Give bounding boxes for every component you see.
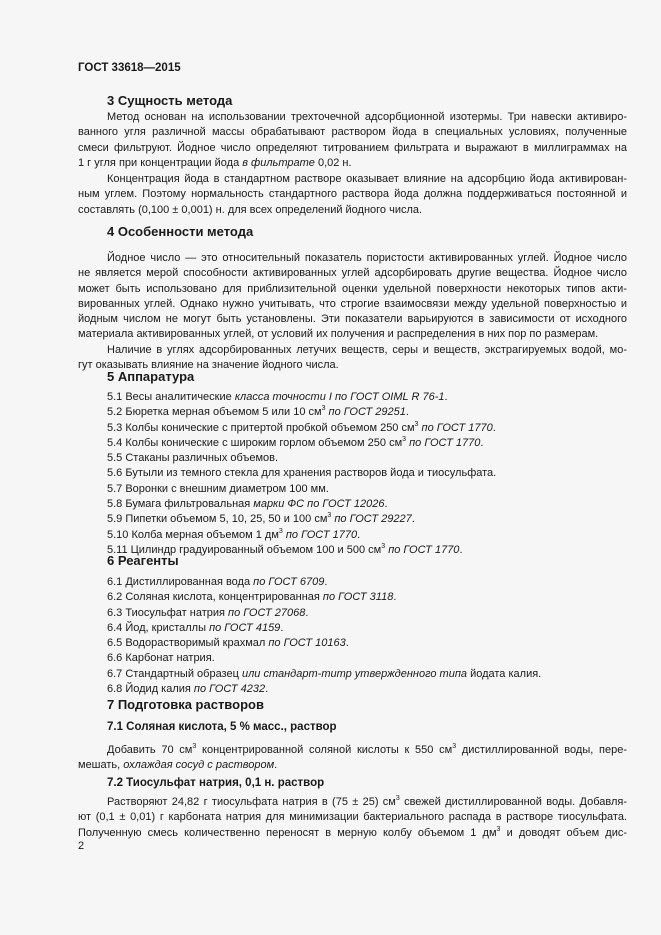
italic-text: по ГОСТ 29227 <box>331 513 412 526</box>
text: 6.8 Йодид калия <box>107 683 194 696</box>
italic-text: охлаждая сосуд с раствором <box>123 759 275 772</box>
item-list <box>78 575 627 697</box>
text: Полученную смесь количественно переносят в мерную колбу объемом 1 дм <box>78 826 497 839</box>
text: 5.6 Бутыли из темного стекла для хранения растворов йода и тиосульфата. <box>107 467 497 480</box>
text: Растворяют 24,82 г тиосульфата натрия в (75 ± 25) см <box>107 796 396 808</box>
text: 5.1 Весы аналитические <box>107 391 235 403</box>
text: . <box>265 683 269 696</box>
text: ным углем. Поэтому нормальность стандартного раствора йода должна поддерживаться постоянной и <box>78 188 627 201</box>
list-item <box>78 621 627 636</box>
list-item <box>78 421 627 436</box>
text-line <box>78 187 627 202</box>
list-item <box>78 512 627 527</box>
list-item <box>78 667 627 682</box>
italic-text: по ГОСТ 1770 <box>406 436 481 449</box>
subsection-heading: 7.2 Тиосульфат натрия, 0,1 н. раствор <box>107 777 325 789</box>
text: 6.7 Стандартный образец <box>107 667 242 680</box>
text: 5.5 Стаканы различных объемов. <box>107 452 279 465</box>
text: . <box>393 591 397 604</box>
text: 5.9 Пипетки объемом 5, 10, 25, 50 и 100 см <box>107 513 328 526</box>
text-line <box>78 327 627 342</box>
text: 6.1 Дистиллированная вода <box>107 576 254 588</box>
italic-text: по ГОСТ 10163 <box>268 637 346 650</box>
list-item <box>78 682 627 697</box>
text: ванного угля различной массы обрабатывают раствором йода в специальных условиях, полученные <box>78 126 627 139</box>
text-line <box>78 125 627 140</box>
italic-text: по ГОСТ 1770 <box>282 528 358 541</box>
list-item <box>78 606 627 621</box>
text: 6.6 Карбонат натрия. <box>107 652 215 665</box>
list-item <box>78 636 627 651</box>
list-item <box>78 575 627 590</box>
list-item <box>78 651 627 666</box>
text: . <box>405 406 409 419</box>
text: 5.10 Колба мерная объемом 1 дм <box>107 528 279 541</box>
text: 5.4 Колбы конические с широким горлом объемом 250 см <box>107 436 403 449</box>
superscript: 3 <box>381 542 386 550</box>
paragraph <box>78 172 627 218</box>
text: . <box>384 498 388 511</box>
text: Наличие в углях адсорбированных летучих веществ, серы и веществ, экстрагируемых водой, мо- <box>107 344 627 356</box>
item-list <box>78 390 627 558</box>
text-line <box>78 282 627 297</box>
section-heading: 3 Сущность метода <box>107 93 233 108</box>
text-line <box>78 758 627 773</box>
list-item <box>78 497 627 512</box>
text: 5.3 Колбы конические с притертой пробкой объемом 250 см <box>107 421 415 434</box>
list-item <box>78 466 627 481</box>
italic-text: по ГОСТ 4159 <box>209 621 281 634</box>
text: 6.3 Тиосульфат натрия <box>107 606 229 619</box>
text: . <box>305 606 309 619</box>
list-item <box>78 436 627 451</box>
text: ют (0,1 ± 0,01) г карбоната натрия для минимизации бактериального распада в растворе тиосульфата. <box>78 811 627 824</box>
text-line <box>78 172 627 187</box>
text: и доводят объем дис- <box>500 826 627 839</box>
text: йодата калия. <box>467 667 542 680</box>
text-line <box>78 795 627 810</box>
text-line <box>78 826 627 841</box>
text: вированных углей. Однако нужно учитывать, что строгие взаимосвязи между удельной поверхностью и <box>78 297 627 310</box>
text: концентрированной соляной кислоты к 550 см <box>196 744 453 756</box>
text: составлять (0,100 ± 0,001) н. для всех определений йодного числа. <box>78 203 423 216</box>
italic-text: в фильтрате <box>242 156 315 169</box>
text: йодным числом не могут быть установлены. Эти показатели варьируются в зависимости от исходного <box>78 313 627 326</box>
text: материала активированных углей, от условий их получения и распределения в них пор по размерам. <box>78 328 599 341</box>
text: 6.2 Соляная кислота, концентрированная <box>107 591 323 604</box>
list-item <box>78 390 627 405</box>
superscript: 3 <box>321 405 326 413</box>
list-item <box>78 405 627 420</box>
italic-text: по ГОСТ 6709 <box>253 576 325 588</box>
text: . <box>444 391 448 403</box>
text: . <box>492 421 496 434</box>
paragraph <box>78 251 627 343</box>
list-item <box>78 528 627 543</box>
text: . <box>411 513 415 526</box>
text: дистиллированной воды, пере- <box>456 744 627 756</box>
text: 1 г угля при концентрации йода <box>78 156 243 169</box>
section-heading: 5 Аппаратура <box>107 369 195 384</box>
text-line <box>78 110 627 125</box>
italic-text: по ГОСТ 29251 <box>325 406 406 419</box>
subsection-heading: 7.1 Соляная кислота, 5 % масс., раствор <box>107 721 337 733</box>
text: 5.8 Бумага фильтровальная <box>107 498 254 511</box>
text: 5.7 Воронки с внешним диаметром 100 мм. <box>107 482 329 495</box>
list-item <box>78 451 627 466</box>
italic-text: по ГОСТ 1770 <box>385 543 460 556</box>
italic-text: по ГОСТ 1770 <box>418 421 493 434</box>
superscript: 3 <box>192 743 197 750</box>
text: 6.5 Водорастворимый крахмал <box>107 637 269 650</box>
text: не является мерой способности активированных углей адсорбировать другие вещества. Йодное число <box>78 267 627 280</box>
text-line <box>78 251 627 266</box>
italic-text: или стандарт-титр утвержденного типа <box>241 667 468 680</box>
list-item <box>78 590 627 605</box>
text: . <box>280 621 284 634</box>
document-header: ГОСТ 33618—2015 <box>78 62 181 74</box>
text: 5.11 Цилиндр градуированный объемом 100 и 500 см <box>107 543 382 556</box>
text: может быть использовано для приблизительной оценки удельной поверхности некоторых типов акти- <box>78 282 627 295</box>
section-heading: 4 Особенности метода <box>107 224 254 239</box>
italic-text: по ГОСТ 4232 <box>193 683 266 696</box>
text: свежей дистиллированной воды. Добавля- <box>399 796 627 808</box>
text: 0,02 н. <box>314 156 352 169</box>
text: мешать, <box>78 759 124 772</box>
text-line <box>78 266 627 281</box>
text-line <box>78 141 627 156</box>
paragraph <box>78 110 627 171</box>
text: смеси фильтруют. Йодное число определяют титрованием фильтрата и выражают в миллиграммах на <box>78 141 627 154</box>
text-line <box>78 810 627 825</box>
italic-text: марки ФС по ГОСТ 12026 <box>253 498 385 511</box>
text-line <box>78 312 627 327</box>
text: Концентрация йода в стандартном растворе оказывает влияние на адсорбцию йода активирован- <box>107 173 627 185</box>
italic-text: по ГОСТ 3118 <box>322 591 394 604</box>
text-line <box>78 156 627 171</box>
text-line <box>78 203 627 218</box>
text: Метод основан на использовании трехточечной адсорбционной изотермы. Три навески активиро- <box>107 111 627 123</box>
text: Йодное число — это относительный показатель пористости активированных углей. Йодное число <box>107 252 627 264</box>
superscript: 3 <box>327 512 332 520</box>
text: 5.2 Бюретка мерная объемом 5 или 10 см <box>107 406 322 419</box>
text: . <box>274 759 278 772</box>
superscript: 3 <box>452 743 457 750</box>
page-number: 2 <box>78 840 85 852</box>
superscript: 3 <box>395 795 400 802</box>
text: . <box>357 528 361 541</box>
section-heading: 7 Подготовка растворов <box>107 697 264 712</box>
list-item <box>78 482 627 497</box>
section-heading: 6 Реагенты <box>107 553 179 568</box>
paragraph <box>78 795 627 841</box>
superscript: 3 <box>496 825 501 833</box>
italic-text: класса точности I по ГОСТ OIML R 76-1 <box>234 391 445 403</box>
text-line <box>78 343 627 358</box>
superscript: 3 <box>414 420 419 428</box>
text: . <box>324 576 328 588</box>
text-line <box>78 743 627 758</box>
superscript: 3 <box>402 435 407 443</box>
text: . <box>459 543 463 556</box>
text: Добавить 70 см <box>107 744 193 756</box>
text: . <box>345 637 349 650</box>
text: гут оказывать влияние на значение йодного числа. <box>78 359 339 372</box>
text: . <box>480 436 484 449</box>
paragraph <box>78 743 627 774</box>
text-line <box>78 297 627 312</box>
italic-text: по ГОСТ 27068 <box>228 606 306 619</box>
text: 6.4 Йод, кристаллы <box>107 621 210 634</box>
superscript: 3 <box>278 527 283 535</box>
